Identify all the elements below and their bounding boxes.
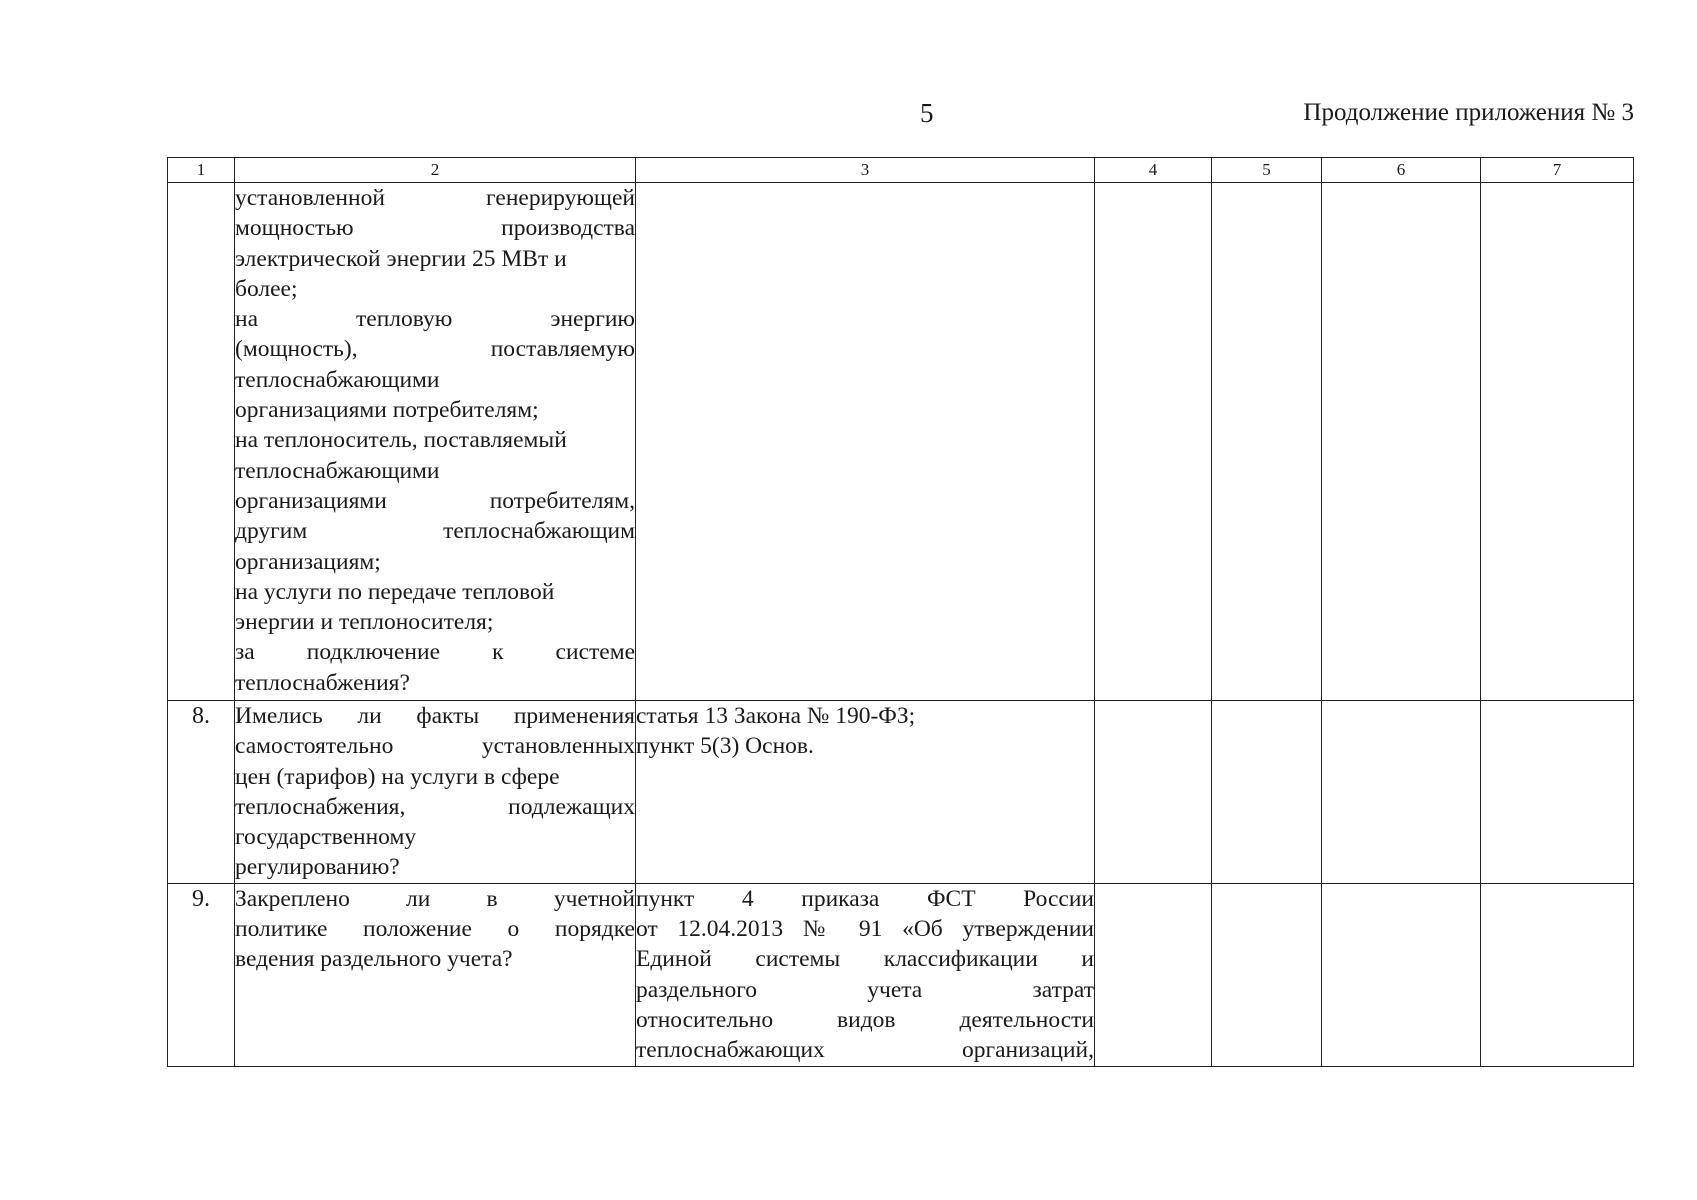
empty-cell (1212, 183, 1322, 701)
reference-line: теплоснабжающих организаций, (636, 1037, 1094, 1064)
empty-cell (1322, 883, 1481, 1066)
question-line: цен (тарифов) на услуги в сфере (235, 763, 560, 790)
question-text (235, 883, 636, 1066)
column-header-5: 5 (1212, 158, 1322, 183)
question-line: Закреплено ли в учетной (235, 885, 635, 912)
table-row (168, 701, 1634, 884)
empty-cell (1095, 701, 1212, 884)
row-number: 9. (168, 883, 235, 1066)
reference-text (636, 883, 1095, 1066)
question-line: более; (235, 275, 298, 302)
question-line: теплоснабжения? (235, 669, 410, 696)
question-line: Имелись ли факты применения (235, 703, 635, 729)
reference-line: Единой системы классификации и (636, 946, 1094, 973)
reference-text (636, 183, 1095, 701)
table-row (168, 883, 1634, 1066)
question-text (235, 701, 636, 884)
column-header-3: 3 (636, 158, 1095, 183)
reference-line: статья 13 Закона № 190-ФЗ; (636, 703, 916, 729)
question-line: организациями потребителям, (235, 487, 635, 514)
empty-cell (1481, 701, 1634, 884)
question-line: энергии и теплоносителя; (235, 609, 494, 636)
reference-line: от 12.04.2013 № 91 «Об утверждении (636, 916, 1094, 943)
question-line: регулированию? (235, 854, 400, 881)
page-number: 5 (920, 98, 934, 128)
column-header-7: 7 (1481, 158, 1634, 183)
column-header-2: 2 (235, 158, 636, 183)
question-line: за подключение к системе (235, 639, 635, 666)
question-line: на услуги по передаче тепловой (235, 578, 555, 605)
table-row (168, 183, 1634, 701)
reference-line: раздельного учета затрат (636, 976, 1094, 1003)
empty-cell (1481, 883, 1634, 1066)
column-number-header-row (168, 158, 1634, 183)
question-line: теплоснабжающими (235, 366, 440, 393)
question-line: электрической энергии 25 МВт и (235, 245, 567, 272)
question-line: самостоятельно установленных (235, 733, 635, 760)
empty-cell (1212, 701, 1322, 884)
question-line: на тепловую энергию (235, 306, 635, 333)
reference-text (636, 701, 1095, 884)
question-line: теплоснабжения, подлежащих (235, 793, 635, 820)
question-line: другим теплоснабжающим (235, 518, 635, 545)
row-number: 8. (168, 701, 235, 884)
question-line: политике положение о порядке (235, 916, 635, 943)
empty-cell (1481, 183, 1634, 701)
question-line: организациям; (235, 548, 381, 575)
appendix-continuation-heading: Продолжение приложения № 3 (1303, 99, 1634, 126)
reference-line: пункт 4 приказа ФСТ России (636, 885, 1094, 912)
empty-cell (1095, 183, 1212, 701)
column-header-1: 1 (168, 158, 235, 183)
empty-cell (1322, 701, 1481, 884)
inspection-checklist-table (167, 157, 1634, 1067)
question-line: (мощность), поставляемую (235, 336, 635, 363)
question-line: организациями потребителям; (235, 397, 539, 424)
column-header-4: 4 (1095, 158, 1212, 183)
question-line: на теплоноситель, поставляемый (235, 427, 567, 454)
empty-cell (1212, 883, 1322, 1066)
question-line: установленной генерирующей (235, 185, 635, 211)
question-line: государственному (235, 824, 417, 851)
question-line: ведения раздельного учета? (235, 946, 513, 973)
question-line: теплоснабжающими (235, 457, 440, 484)
reference-line: пункт 5(3) Основ. (636, 733, 814, 760)
reference-line: относительно видов деятельности (636, 1006, 1094, 1033)
empty-cell (1322, 183, 1481, 701)
question-text (235, 183, 636, 701)
column-header-6: 6 (1322, 158, 1481, 183)
question-line: мощностью производства (235, 215, 635, 242)
empty-cell (1095, 883, 1212, 1066)
row-number (168, 183, 235, 701)
